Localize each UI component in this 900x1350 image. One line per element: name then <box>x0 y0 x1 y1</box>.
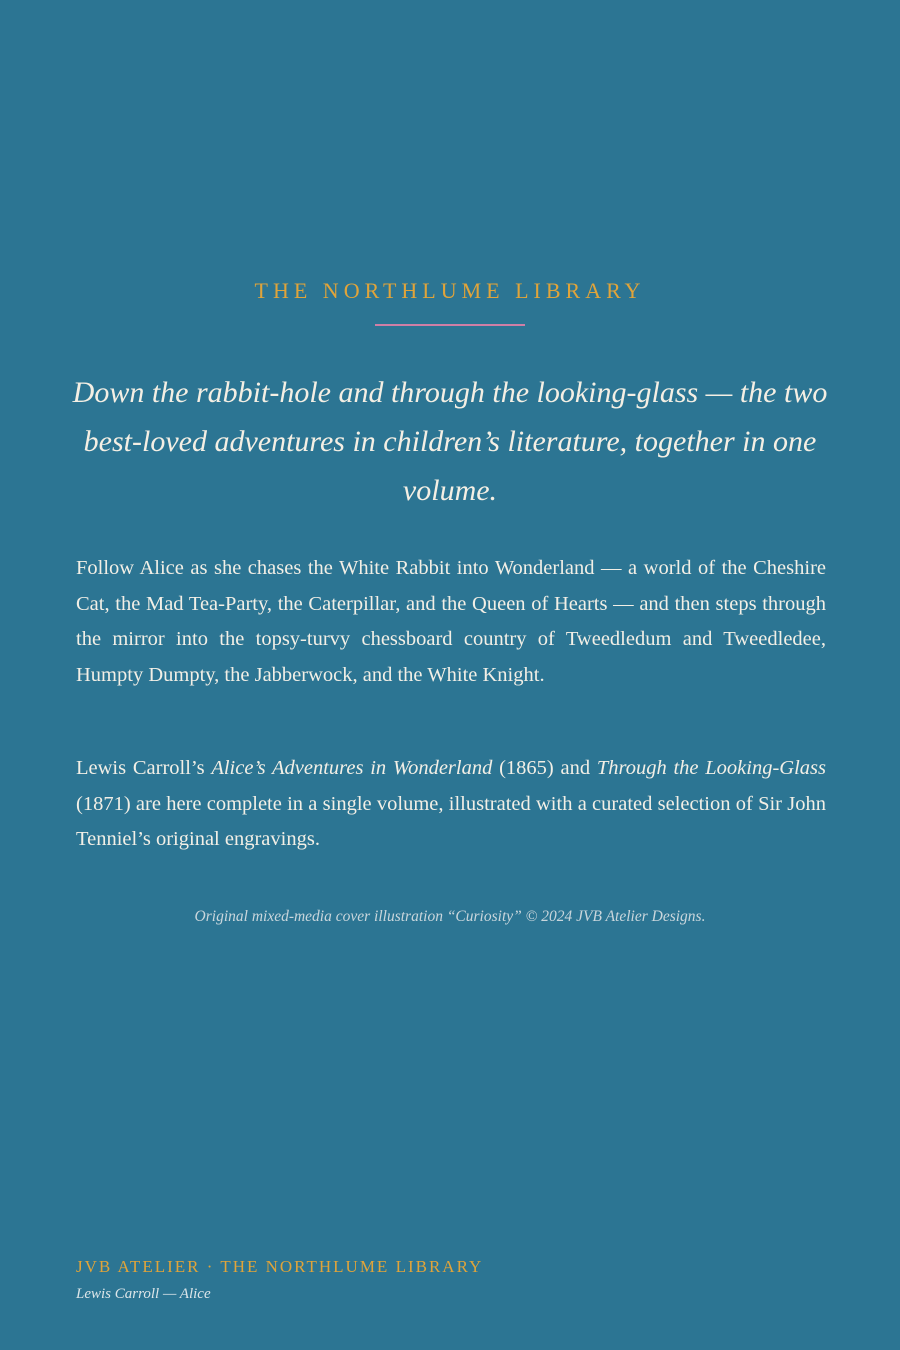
year-1865: (1865) and <box>499 757 591 779</box>
footer-brand: JVB ATELIER · THE NORTHLUME LIBRARY <box>76 1257 484 1276</box>
author-prefix: Lewis Carroll’s <box>76 757 205 779</box>
description-paragraph-1: Follow Alice as she chases the White Rabbit into Wonderland — a world of the Cheshire Cat, the Mad Tea-Party, the Caterpillar, and the Queen of Hearts — and then steps through the mirror into the topsy-turvy chessboard country of Tweedledum and Tweedledee, Humpty Dumpty, the Jabberwock, and the White Knight. <box>76 557 826 686</box>
tagline: Down the rabbit-hole and through the looking-glass — the two best-loved adventures in children’s literature, together in one volume. <box>72 376 828 507</box>
decorative-rule <box>375 324 525 326</box>
description-rest: (1871) are here complete in a single volume, illustrated with a curated selection of Sir John Tenniel’s original engravings. <box>76 792 826 850</box>
footer-subtitle: Lewis Carroll — Alice <box>76 1286 211 1302</box>
book-title-wonderland: Alice’s Adventures in Wonderland <box>211 757 493 779</box>
illustration-credit: Original mixed-media cover illustration “Curiosity” © 2024 JVB Atelier Designs. <box>194 908 706 925</box>
series-name: THE NORTHLUME LIBRARY <box>254 278 646 303</box>
description-paragraph-2 <box>76 751 826 858</box>
book-title-looking-glass: Through the Looking-Glass <box>596 757 826 779</box>
